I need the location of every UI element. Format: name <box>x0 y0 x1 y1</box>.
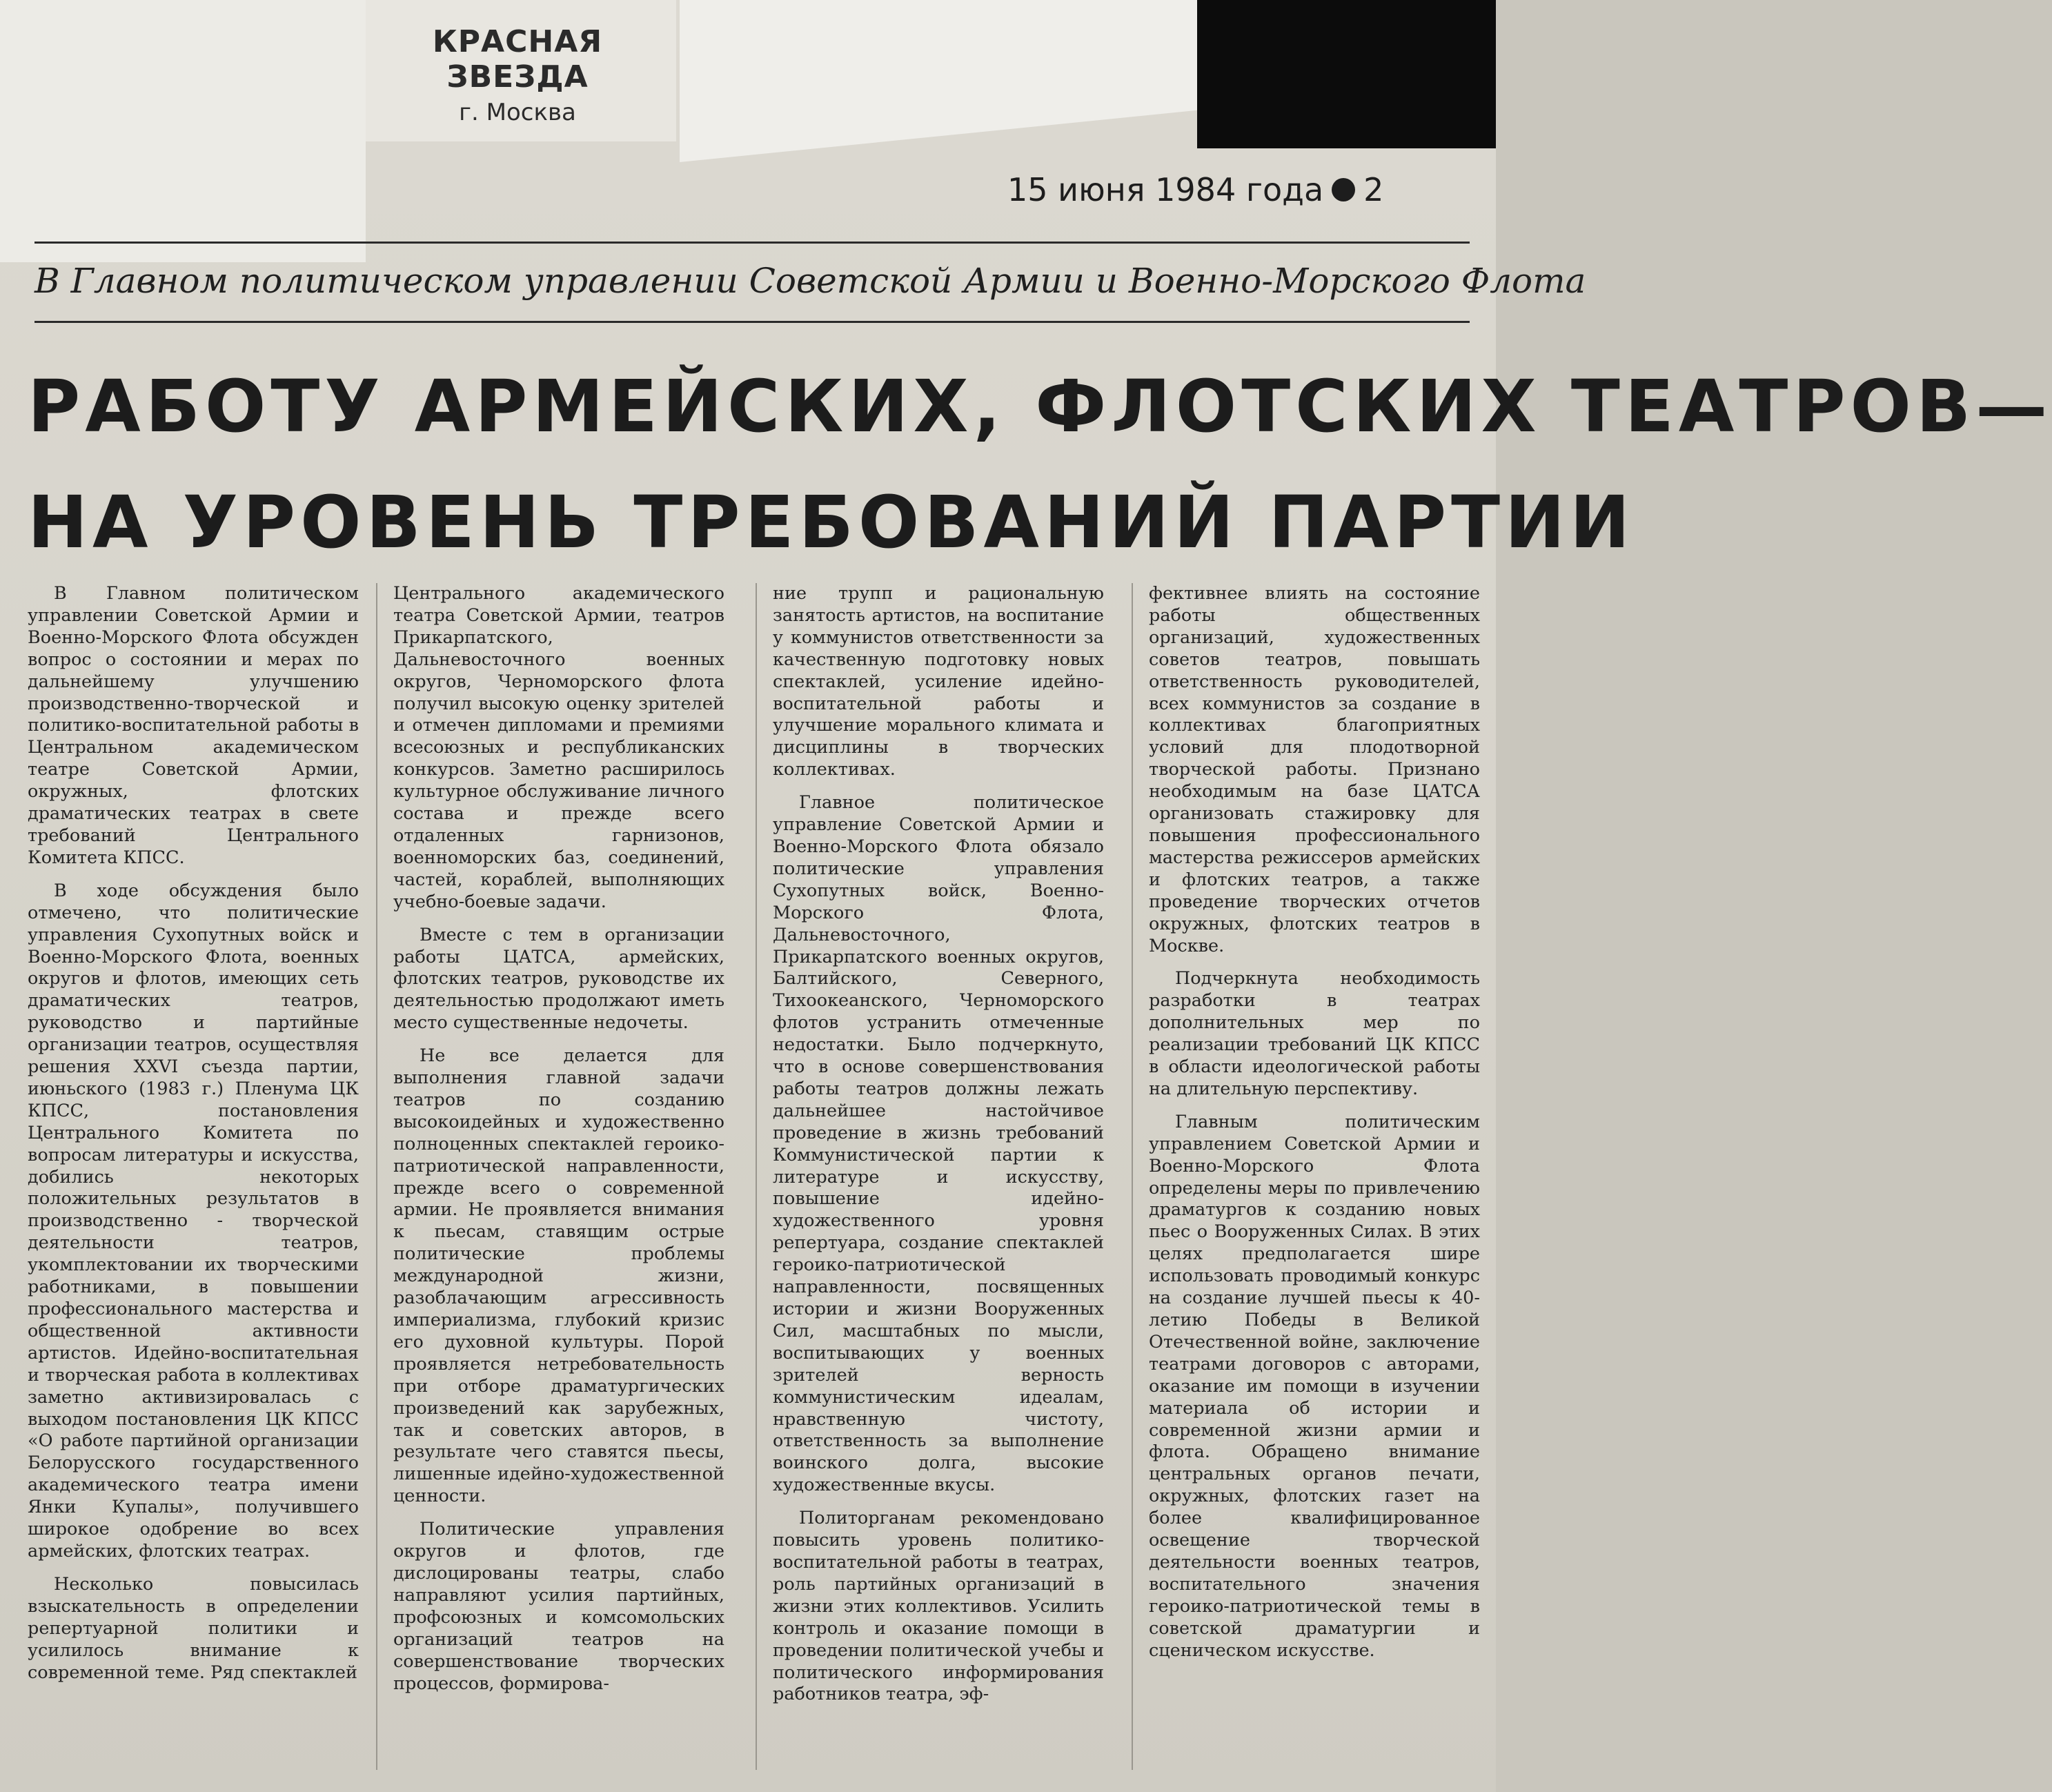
paragraph: Центрального академического театра Советской Армии, театров Прикарпатского, Дальневосточного военных округов, Черноморского флота получил высокую оценку зрителей и отмечен дипломами и премиями всесоюзных и республиканских конкурсов. Заметно расширилось культурное обслуживание личного состава и прежде всего отдаленных гарнизонов, военноморских баз, соединений, частей, кораблей, выполняющих учебно-боевые задачи. <box>393 583 724 912</box>
article-column-1 <box>28 583 359 1777</box>
paragraph: Политорганам рекомендовано повысить уровень политико-воспитательной работы в театрах, роль партийных организаций в жизни этих коллективов. Усилить контроль и оказание помощи в проведении политической учебы и политического информирования работников театра, эф- <box>773 1508 1104 1705</box>
paragraph: фективнее влиять на состояние работы общественных организаций, художественных советов театров, повышать ответственность руководителей, всех коммунистов за создание в коллективах благоприятных условий для плодотворной творческой работы. Признано необходимым на базе ЦАТСА организовать стажировку для повышения профессионального мастерства режиссеров армейских и флотских театров, а также проведение творческих отчетов окружных, флотских театров в Москве. <box>1149 583 1480 956</box>
paragraph: В Главном политическом управлении Советской Армии и Военно-Морского Флота обсужден вопрос о состоянии и мерах по дальнейшему улучшению производственно-творческой и политико-воспитательной работы в Центральном академическом театре Советской Армии, окружных, флотских драматических театрах в свете требований Центрального Комитета КПСС. <box>28 583 359 868</box>
bullet-icon <box>1332 178 1355 201</box>
stamp-newspaper-name: КРАСНАЯ ЗВЕЗДА <box>432 24 603 95</box>
column-rule <box>1132 583 1133 1770</box>
article-column-4 <box>1149 583 1480 1777</box>
column-rule <box>756 583 757 1770</box>
rubric: В Главном политическом управлении Советской Армии и Военно-Морского Флота <box>34 261 1586 301</box>
paragraph: Политические управления округов и флотов, где дислоцированы театры, слабо направляют усилия партийных, профсоюзных и комсомольских организаций театров на совершенствование творческих процессов, формирова- <box>393 1519 724 1694</box>
headline-line-1: РАБОТУ АРМЕЙСКИХ, ФЛОТСКИХ ТЕАТРОВ— <box>28 364 2052 449</box>
paragraph: Главным политическим управлением Советской Армии и Военно-Морского Флота определены меры по привлечению драматургов к созданию новых пьес о Вооруженных Силах. В этих целях предполагается шире использовать проводимый конкурс на создание лучшей пьесы к 40-летию Победы в Великой Отечественной войне, заключение театрами договоров с авторами, оказание им помощи в изучении материала об истории и современной жизни армии и флота. Обращено внимание центральных органов печати, окружных, флотских газет на более квалифицированное освещение творческой деятельности военных театров, воспитательного значения героико-патриотической темы в советской драматургии и сценическом искусстве. <box>1149 1111 1480 1661</box>
paragraph: Не все делается для выполнения главной задачи театров по созданию высокоидейных и художественно полноценных спектаклей героико-патриотической направленности, прежде всего о современной армии. Не проявляется внимания к пьесам, ставящим острые политические проблемы международной жизни, разоблачающим агрессивность империализма, глубокий кризис его духовной культуры. Порой проявляется нетребовательность при отборе драматургических произведений как зарубежных, так и советских авторов, в результате чего ставятся пьесы, лишенные идейно-художественной ценности. <box>393 1045 724 1507</box>
paragraph: Вместе с тем в организации работы ЦАТСА, армейских, флотских театров, руководстве их деятельностью продолжают иметь место существенные недочеты. <box>393 924 724 1034</box>
page-number: 2 <box>1363 171 1384 208</box>
article-column-3 <box>773 583 1104 1777</box>
headline-line-2: НА УРОВЕНЬ ТРЕБОВАНИЙ ПАРТИИ <box>28 480 1635 564</box>
blank-paper-slip <box>0 0 366 262</box>
article-column-2 <box>393 583 724 1777</box>
column-rule <box>376 583 377 1770</box>
paragraph: Подчеркнута необходимость разработки в театрах дополнительных мер по реализации требований ЦК КПСС в области идеологической работы на длительную перспективу. <box>1149 968 1480 1099</box>
dark-background-corner <box>1197 0 1496 148</box>
headline <box>28 348 2052 580</box>
rubric-bottom-rule <box>34 321 1470 323</box>
rubric-top-rule <box>34 242 1470 244</box>
issue-date-line <box>1007 169 1483 210</box>
paragraph: В ходе обсуждения было отмечено, что политические управления Сухопутных войск и Военно-Морского Флота, военных округов и флотов, имеющих сеть драматических театров, руководство и партийные организации театров, осуществляя решения XXVI съезда партии, июньского (1983 г.) Пленума ЦК КПСС, постановления Центрального Комитета по вопросам литературы и искусства, добились некоторых положительных результатов в производственно - творческой деятельности театров, укомплектовании их творческими работниками, в повышении профессионального мастерства и общественной активности артистов. Идейно-воспитательная и творческая работа в коллективах заметно активизировалась с выходом постановления ЦК КПСС «О работе партийной организации Белорусского государственного академического театра имени Янки Купалы», получившего широкое одобрение во всех армейских, флотских театрах. <box>28 880 359 1562</box>
paragraph: Несколько повысилась взыскательность в определении репертуарной политики и усилилось внимание к современной теме. Ряд спектаклей <box>28 1573 359 1683</box>
paragraph: Главное политическое управление Советской Армии и Военно-Морского Флота обязало политические управления Сухопутных войск, Военно-Морского Флота, Дальневосточного, Прикарпатского военных округов, Балтийского, Северного, Тихоокеанского, Черноморского флотов устранить отмеченные недостатки. Было подчеркнуто, что в основе совершенствования работы театров должны лежать дальнейшее настойчивое проведение в жизнь требований Коммунистической партии к литературе и искусству, повышение идейно-художественного уровня репертуара, создание спектаклей героико-патриотической направленности, посвященных истории и жизни Вооруженных Сил, масштабных по мысли, воспитывающих у военных зрителей верность коммунистическим идеалам, нравственную чистоту, ответственность за выполнение воинского долга, высокие художественные вкусы. <box>773 792 1104 1496</box>
issue-date: 15 июня 1984 года <box>1007 171 1324 208</box>
paragraph: ние трупп и рациональную занятость артистов, на воспитание у коммунистов ответственности за качественную подготовку новых спектаклей, усиление идейно-воспитательной работы и улучшение морального климата и дисциплины в творческих коллективах. <box>773 583 1104 780</box>
newspaper-stamp <box>393 24 642 126</box>
stamp-city: г. Москва <box>459 99 576 126</box>
